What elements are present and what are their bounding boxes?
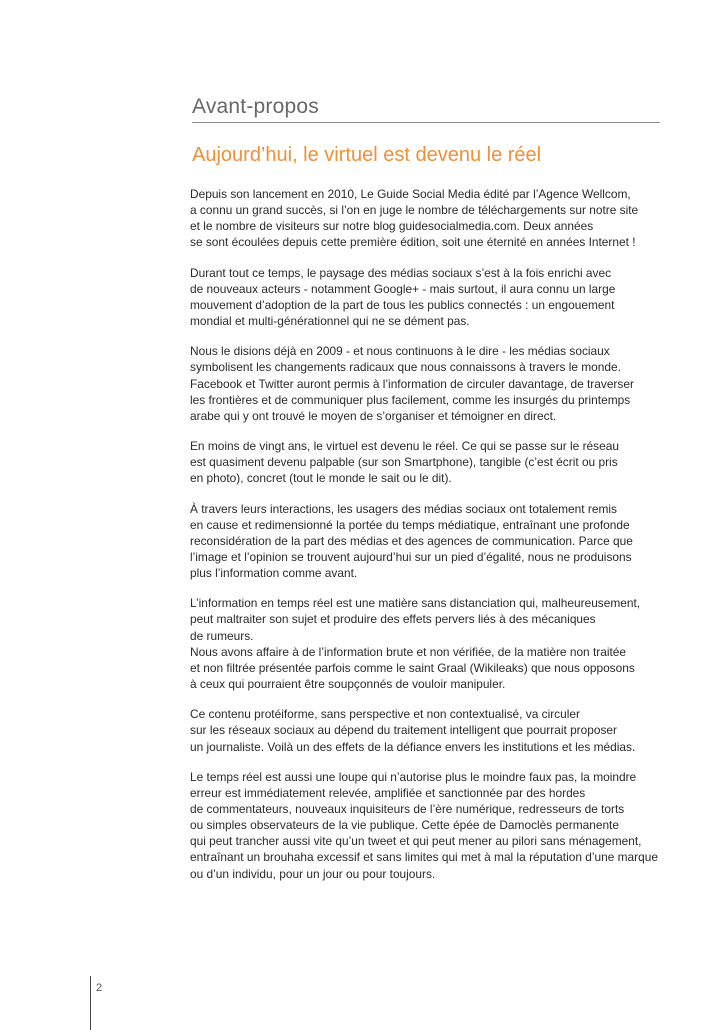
text-line: les frontières et de communiquer plus facilement, comme les insurgés du printemps	[190, 392, 631, 407]
paragraph	[190, 186, 662, 251]
text-line: l’image et l’opinion se trouvent aujourd’hui sur un pied d’égalité, nous ne produisons	[190, 549, 632, 564]
text-line: L’information en temps réel est une matière sans distanciation qui, malheureusement,	[190, 596, 641, 611]
text-line: En moins de vingt ans, le virtuel est devenu le réel. Ce qui se passe sur le réseau	[190, 439, 619, 454]
text-line: peut maltraiter son sujet et produire des effets pervers liés à des mécaniques	[190, 612, 596, 627]
text-line: entraînant un brouhaha excessif et sans limites qui met à mal la réputation d’une marque	[190, 850, 658, 865]
text-line: Facebook et Twitter auront permis à l’information de circuler davantage, de traverser	[190, 376, 634, 391]
section-title: Avant-propos	[192, 95, 319, 118]
paragraph	[190, 265, 662, 330]
text-line: Ce contenu protéiforme, sans perspective et non contextualisé, va circuler	[190, 707, 580, 722]
text-line: Nous le disions déjà en 2009 - et nous continuons à le dire - les médias sociaux	[190, 344, 610, 359]
paragraph	[190, 706, 662, 754]
text-line: de commentateurs, nouveaux inquisiteurs de l’ère numérique, redresseurs de torts	[190, 802, 625, 816]
text-line: ou simples observateurs de la vie publique. Cette épée de Damoclès permanente	[190, 818, 619, 833]
text-line: de nouveaux acteurs - notamment Google+ - mais surtout, il aura connu un large	[190, 281, 616, 296]
text-line: en photo), concret (tout le monde le sait ou le dit).	[190, 471, 452, 486]
text-line: arabe qui y ont trouvé le moyen de s’organiser et témoigner en direct.	[190, 408, 557, 423]
text-line: mouvement d’adoption de la part de tous les publics connectés : un engouement	[190, 297, 615, 312]
text-line: À travers leurs interactions, les usagers des médias sociaux ont totalement remis	[190, 501, 617, 516]
title-divider	[192, 122, 660, 123]
text-line: de rumeurs.	[190, 628, 254, 643]
paragraph	[190, 769, 662, 882]
text-line: un journaliste. Voilà un des effets de la défiance envers les institutions et les médias.	[190, 739, 636, 754]
page-number-rule	[90, 976, 91, 1030]
text-line: qui peut trancher aussi vite qu’un tweet et qui peut mener au pilori sans ménagement,	[190, 834, 642, 849]
text-line: et le nombre de visiteurs sur notre blog guidesocialmedia.com. Deux années	[190, 219, 594, 234]
text-line: mondial et multi-générationnel qui ne se dément pas.	[190, 314, 470, 329]
paragraph	[190, 501, 662, 582]
text-line: Nous avons affaire à de l’information brute et non vérifiée, de la matière non traitée	[190, 644, 627, 659]
text-line: Durant tout ce temps, le paysage des médias sociaux s’est à la fois enrichi avec	[190, 265, 612, 280]
text-line: en cause et redimensionné la portée du temps médiatique, entraînant une profonde	[190, 517, 630, 532]
text-line: erreur est immédiatement relevée, amplifiée et sanctionnée par des hordes	[190, 785, 586, 800]
paragraph	[190, 595, 662, 692]
paragraph	[190, 438, 662, 486]
page-number: 2	[96, 982, 103, 994]
text-line: ou d’un individu, pour un jour ou pour toujours.	[190, 866, 436, 881]
page-title: Aujourd’hui, le virtuel est devenu le réel	[192, 144, 542, 166]
text-line: Depuis son lancement en 2010, Le Guide Social Media édité par l’Agence Wellcom,	[190, 187, 631, 201]
body-text	[190, 186, 662, 896]
text-line: à ceux qui pourraient être soupçonnés de vouloir manipuler.	[190, 677, 506, 692]
text-line: est quasiment devenu palpable (sur son Smartphone), tangible (c’est écrit ou pris	[190, 455, 618, 470]
text-line: plus l’information comme avant.	[190, 566, 358, 581]
text-line: Le temps réel est aussi une loupe qui n’autorise plus le moindre faux pas, la moindre	[190, 769, 637, 784]
text-line: et non filtrée présentée parfois comme le saint Graal (Wikileaks) que nous opposons	[190, 660, 635, 675]
text-line: reconsidération de la part des médias et des agences de communication. Parce que	[190, 533, 633, 548]
text-line: symbolisent les changements radicaux que nous connaissons à travers le monde.	[190, 360, 621, 375]
text-line: se sont écoulées depuis cette première édition, soit une éternité en années Internet !	[190, 235, 636, 250]
paragraph	[190, 343, 662, 424]
text-line: a connu un grand succès, si l’on en juge le nombre de téléchargements sur notre site	[190, 203, 639, 218]
text-line: sur les réseaux sociaux au dépend du traitement intelligent que pourrait proposer	[190, 723, 618, 738]
